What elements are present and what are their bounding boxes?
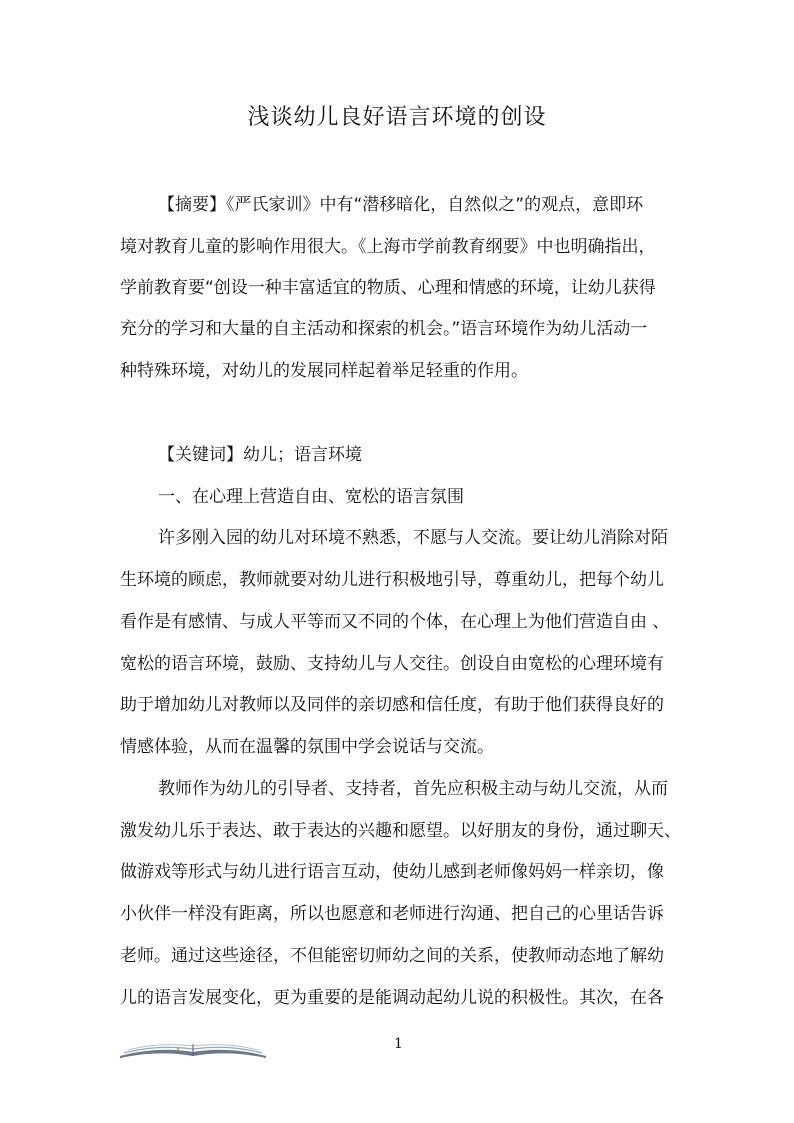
body-line: 教师作为幼儿的引导者、支持者，首先应积极主动与幼儿交流，从而: [158, 779, 668, 799]
abstract-line-2: 境对教育儿童的影响作用很大。《上海市学前教育纲要》中也明确指出，: [120, 237, 656, 257]
body-line: 儿的语言发展变化，更为重要的是能调动起幼儿说的积极性。其次，在各: [120, 988, 664, 1008]
abstract-line-1: 【摘要】《严氏家训》中有“潜移暗化，自然似之”的观点，意即环: [158, 195, 644, 215]
document-title: 浅谈幼儿良好语言环境的创设: [247, 105, 547, 130]
body-line: 看作是有感情、与成人平等而又不同的个体，在心理上为他们营造自由 、: [120, 612, 670, 632]
body-line: 助于增加幼儿对教师以及同伴的亲切感和信任度，有助于他们获得良好的: [120, 695, 664, 715]
body-line: 生环境的顾虑，教师就要对幼儿进行积极地引导，尊重幼儿，把每个幼儿: [120, 570, 664, 590]
body-line: 小伙伴一样没有距离，所以也愿意和老师进行沟通、把自己的心里话告诉: [120, 904, 664, 924]
body-line: 激发幼儿乐于表达、敢于表达的兴趣和愿望。以好朋友的身份，通过聊天、: [120, 821, 681, 841]
body-line: 宽松的语言环境，鼓励、支持幼儿与人交往。创设自由宽松的心理环境有: [120, 654, 664, 674]
body-line: 做游戏等形式与幼儿进行语言互动，使幼儿感到老师像妈妈一样亲切，像: [120, 862, 664, 882]
abstract-line-4: 充分的学习和大量的自主活动和探索的机会。”语言环境作为幼儿活动一: [120, 319, 648, 339]
page-number: 1: [394, 1036, 403, 1052]
abstract-line-3: 学前教育要“创设一种丰富适宜的物质、心理和情感的环境，让幼儿获得: [120, 278, 656, 298]
body-line: 许多刚入园的幼儿对环境不熟悉，不愿与人交流。要让幼儿消除对陌: [158, 528, 668, 548]
section-heading: 一、在心理上营造自由、宽松的语言氛围: [158, 487, 464, 507]
body-line: 情感体验，从而在温馨的氛围中学会说话与交流。: [120, 737, 494, 757]
body-line: 老师。通过这些途径，不但能密切师幼之间的关系，使教师动态地了解幼: [120, 946, 664, 966]
open-book-icon: [118, 1036, 268, 1060]
keywords-line: 【关键词】幼儿；语言环境: [158, 445, 362, 465]
abstract-line-5: 种特殊环境，对幼儿的发展同样起着举足轻重的作用。: [120, 361, 528, 381]
